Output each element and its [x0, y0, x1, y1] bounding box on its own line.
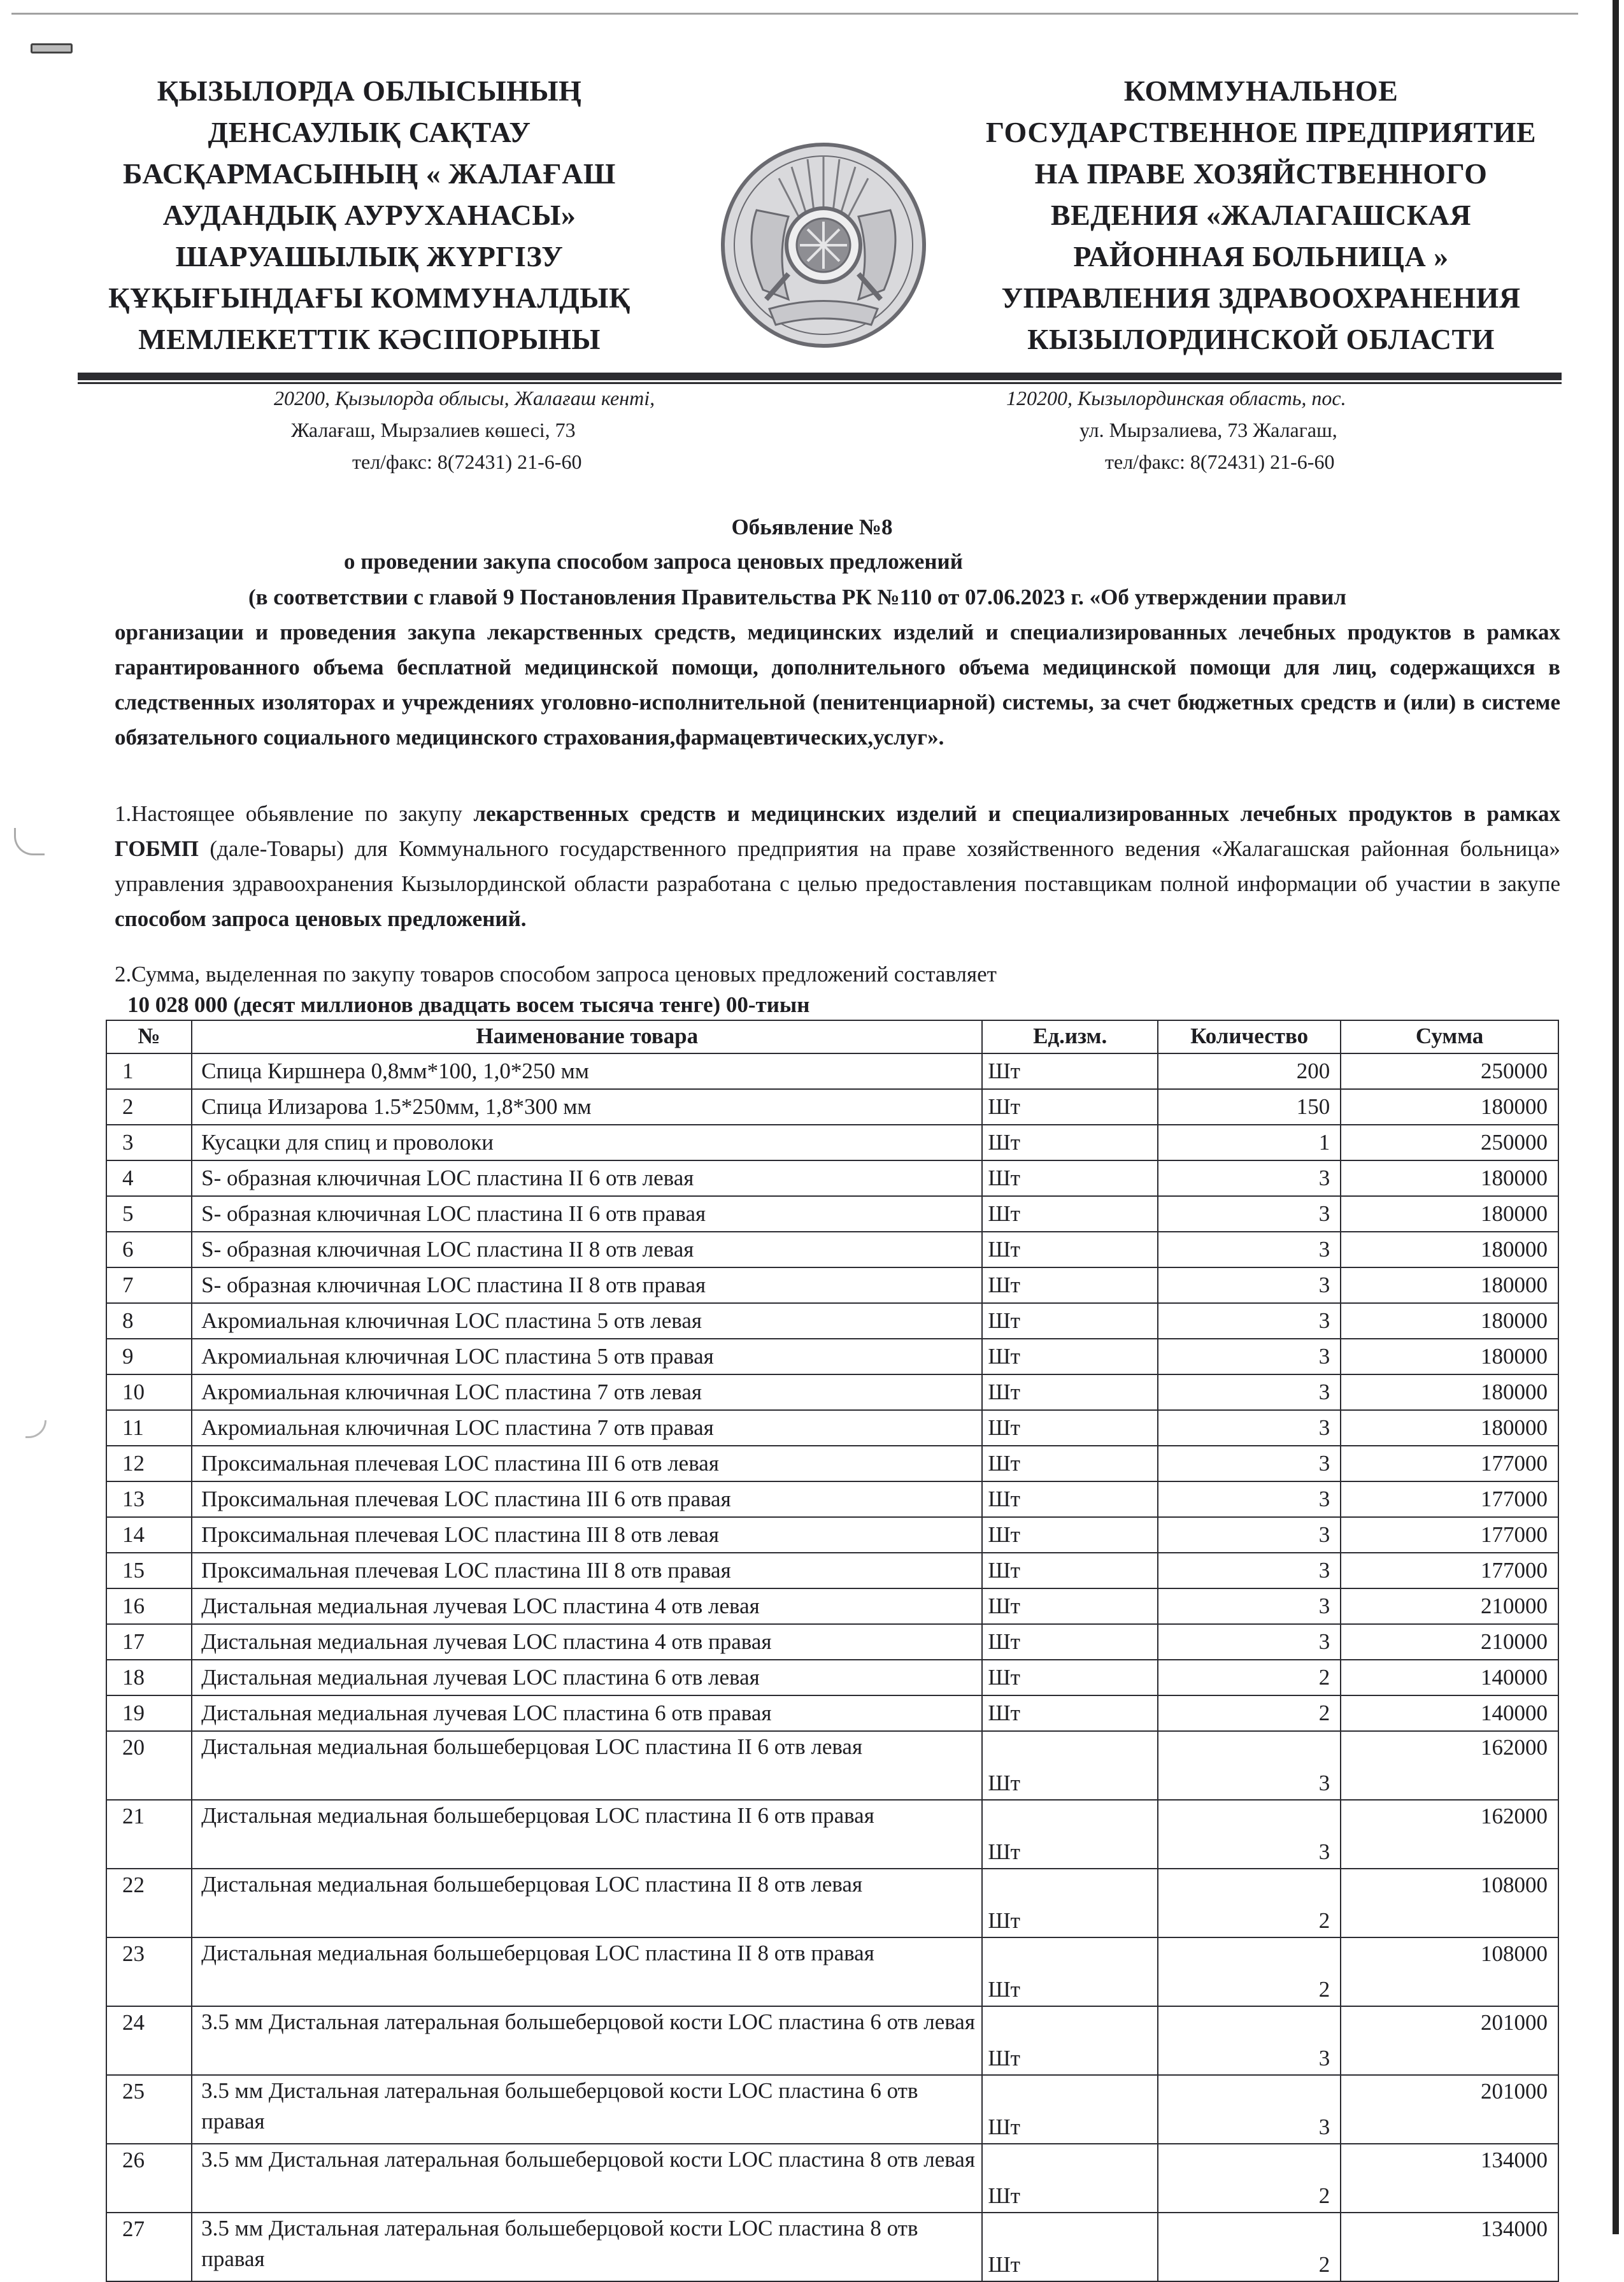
- item-quantity: 3: [1158, 1731, 1341, 1800]
- item-unit: Шт: [982, 1937, 1158, 2006]
- row-number: 24: [106, 2006, 192, 2075]
- row-number: 6: [106, 1232, 192, 1267]
- item-name: Акромиальная ключичная LOC пластина 5 отв правая: [192, 1339, 982, 1374]
- row-number: 12: [106, 1446, 192, 1481]
- item-quantity: 3: [1158, 1446, 1341, 1481]
- item-name: Дистальная медиальная лучевая LOC пластина 6 отв левая: [192, 1660, 982, 1695]
- item-name: Кусацки для спиц и проволоки: [192, 1125, 982, 1160]
- table-row: [106, 1800, 1558, 1869]
- table-row: [106, 1160, 1558, 1196]
- item-name: Спица Киршнера 0,8мм*100, 1,0*250 мм: [192, 1053, 982, 1089]
- table-row: [106, 1695, 1558, 1731]
- item-quantity: 1: [1158, 1125, 1341, 1160]
- row-number: 23: [106, 1937, 192, 2006]
- item-unit: Шт: [982, 1517, 1158, 1553]
- item-quantity: 3: [1158, 2006, 1341, 2075]
- row-number: 15: [106, 1553, 192, 1588]
- item-sum: 162000: [1341, 1731, 1558, 1800]
- letterhead-line: РАЙОННАЯ БОЛЬНИЦА »: [1073, 240, 1449, 273]
- scan-edge-line: [11, 13, 1578, 15]
- item-name: S- образная ключичная LOC пластина II 6 отв левая: [192, 1160, 982, 1196]
- row-number: 27: [106, 2213, 192, 2281]
- total-amount: 10 028 000 (десят миллионов двадцать восем тысяча тенге) 00-тиын: [127, 992, 810, 1017]
- item-unit: Шт: [982, 1588, 1158, 1624]
- row-number: 26: [106, 2144, 192, 2213]
- row-number: 1: [106, 1053, 192, 1089]
- legal-basis-paragraph: [115, 580, 1560, 755]
- item-name: Акромиальная ключичная LOC пластина 5 отв левая: [192, 1303, 982, 1339]
- item-unit: Шт: [982, 2075, 1158, 2144]
- item-unit: Шт: [982, 1553, 1158, 1588]
- item-unit: Шт: [982, 2213, 1158, 2281]
- item-sum: 134000: [1341, 2213, 1558, 2281]
- table-row: [106, 1553, 1558, 1588]
- item-unit: Шт: [982, 1731, 1158, 1800]
- address-russian: [812, 382, 1624, 478]
- letterhead-line: МЕМЛЕКЕТТІК КӘСІПОРЫНЫ: [138, 323, 601, 355]
- row-number: 14: [106, 1517, 192, 1553]
- letterhead-line: ВЕДЕНИЯ «ЖАЛАГАШСКАЯ: [1050, 199, 1472, 231]
- state-emblem-icon: [718, 140, 929, 350]
- letterhead-line: ГОСУДАРСТВЕННОЕ ПРЕДПРИЯТИЕ: [985, 116, 1537, 148]
- item-unit: Шт: [982, 1695, 1158, 1731]
- item-unit: Шт: [982, 1232, 1158, 1267]
- letterhead-line: АУДАНДЫҚ АУРУХАНАСЫ»: [162, 199, 576, 231]
- row-number: 5: [106, 1196, 192, 1232]
- item-sum: 177000: [1341, 1517, 1558, 1553]
- table-row: [106, 1660, 1558, 1695]
- item-name: 3.5 мм Дистальная латеральная большеберцовой кости LOC пластина 6 отв правая: [192, 2075, 982, 2144]
- table-row: [106, 1481, 1558, 1517]
- item-name: 3.5 мм Дистальная латеральная большеберцовой кости LOC пластина 6 отв левая: [192, 2006, 982, 2075]
- item-unit: Шт: [982, 1089, 1158, 1125]
- row-number: 7: [106, 1267, 192, 1303]
- item-sum: 108000: [1341, 1937, 1558, 2006]
- row-number: 21: [106, 1800, 192, 1869]
- item-quantity: 2: [1158, 1869, 1341, 1937]
- paragraph-1: [115, 796, 1560, 936]
- letterhead-line: ҚҰҚЫҒЫНДАҒЫ КОММУНАЛДЫҚ: [108, 282, 630, 314]
- item-name: Дистальная медиальная большеберцовая LOC пластина II 8 отв правая: [192, 1937, 982, 2006]
- item-quantity: 3: [1158, 2075, 1341, 2144]
- row-number: 2: [106, 1089, 192, 1125]
- item-unit: Шт: [982, 1660, 1158, 1695]
- table-row: [106, 1624, 1558, 1660]
- row-number: 25: [106, 2075, 192, 2144]
- item-name: Проксимальная плечевая LOC пластина III 8 отв левая: [192, 1517, 982, 1553]
- phone-fax: тел/факс: 8(72431) 21-6-60: [352, 450, 582, 473]
- phone-fax: тел/факс: 8(72431) 21-6-60: [1105, 450, 1335, 473]
- announcement-title: Обьявление №8: [731, 515, 893, 539]
- row-number: 8: [106, 1303, 192, 1339]
- column-header-unit: Ед.изм.: [982, 1020, 1158, 1053]
- item-quantity: 200: [1158, 1053, 1341, 1089]
- item-sum: 180000: [1341, 1374, 1558, 1410]
- item-sum: 201000: [1341, 2006, 1558, 2075]
- table-row: [106, 1232, 1558, 1267]
- table-row: [106, 1267, 1558, 1303]
- letterhead-line: УПРАВЛЕНИЯ ЗДРАВООХРАНЕНИЯ: [1001, 282, 1521, 314]
- address-line: 20200, Қызылорда облысы, Жалағаш кенті,: [274, 387, 655, 410]
- row-number: 18: [106, 1660, 192, 1695]
- item-quantity: 3: [1158, 1553, 1341, 1588]
- item-sum: 177000: [1341, 1481, 1558, 1517]
- item-sum: 201000: [1341, 2075, 1558, 2144]
- item-sum: 108000: [1341, 1869, 1558, 1937]
- item-quantity: 3: [1158, 1303, 1341, 1339]
- item-quantity: 3: [1158, 1410, 1341, 1446]
- row-number: 19: [106, 1695, 192, 1731]
- item-sum: 180000: [1341, 1232, 1558, 1267]
- item-unit: Шт: [982, 1339, 1158, 1374]
- letterhead-kazakh: [96, 70, 643, 360]
- item-quantity: 150: [1158, 1089, 1341, 1125]
- item-unit: Шт: [982, 1160, 1158, 1196]
- item-name: Проксимальная плечевая LOC пластина III 8 отв правая: [192, 1553, 982, 1588]
- row-number: 13: [106, 1481, 192, 1517]
- row-number: 3: [106, 1125, 192, 1160]
- item-unit: Шт: [982, 1410, 1158, 1446]
- letterhead-line: КОММУНАЛЬНОЕ: [1123, 75, 1399, 107]
- table-row: [106, 1588, 1558, 1624]
- legal-basis-first-line: (в соответствии с главой 9 Постановления Правительства РК №110 от 07.06.2023 г. «Об утверждении правил: [248, 585, 1346, 610]
- pen-check-mark: [25, 1420, 46, 1438]
- column-header-sum: Сумма: [1341, 1020, 1558, 1053]
- table-row: [106, 1125, 1558, 1160]
- item-sum: 210000: [1341, 1624, 1558, 1660]
- item-sum: 180000: [1341, 1339, 1558, 1374]
- letterhead-line: ҚЫЗЫЛОРДА ОБЛЫСЫНЫҢ: [157, 75, 582, 107]
- row-number: 16: [106, 1588, 192, 1624]
- item-sum: 180000: [1341, 1267, 1558, 1303]
- item-sum: 177000: [1341, 1553, 1558, 1588]
- item-name: Дистальная медиальная лучевая LOC пластина 4 отв левая: [192, 1588, 982, 1624]
- row-number: 10: [106, 1374, 192, 1410]
- table-row: [106, 2144, 1558, 2213]
- table-row: [106, 1446, 1558, 1481]
- item-quantity: 2: [1158, 2144, 1341, 2213]
- item-sum: 140000: [1341, 1660, 1558, 1695]
- item-sum: 177000: [1341, 1446, 1558, 1481]
- item-name: S- образная ключичная LOC пластина II 8 отв правая: [192, 1267, 982, 1303]
- item-name: Спица Илизарова 1.5*250мм, 1,8*300 мм: [192, 1089, 982, 1125]
- item-name: 3.5 мм Дистальная латеральная большеберцовой кости LOC пластина 8 отв левая: [192, 2144, 982, 2213]
- item-quantity: 3: [1158, 1481, 1341, 1517]
- item-quantity: 3: [1158, 1339, 1341, 1374]
- table-row: [106, 1517, 1558, 1553]
- item-name: S- образная ключичная LOC пластина II 8 отв левая: [192, 1232, 982, 1267]
- table-row: [106, 1937, 1558, 2006]
- item-sum: 162000: [1341, 1800, 1558, 1869]
- item-unit: Шт: [982, 1196, 1158, 1232]
- letterhead-line: БАСҚАРМАСЫНЫҢ « ЖАЛАҒАШ: [123, 157, 616, 190]
- legal-basis-rest: организации и проведения закупа лекарственных средств, медицинских изделий и специализированных лечебных продуктов в рамках гарантированного объема бесплатной медицинской помощи, дополнительного объема медицинской помощи для лиц, содержащихся в следственных изоляторах и учреждениях уголовно-исполнительной (пенитенциарной) системы, за счет бюджетных средств и (или) в системе обязательного социального медицинского страхования,фармацевтических,услуг».: [115, 620, 1560, 750]
- address-kazakh: [0, 382, 812, 478]
- item-quantity: 2: [1158, 2213, 1341, 2281]
- item-sum: 134000: [1341, 2144, 1558, 2213]
- item-sum: 180000: [1341, 1160, 1558, 1196]
- item-name: Дистальная медиальная лучевая LOC пластина 4 отв правая: [192, 1624, 982, 1660]
- row-number: 11: [106, 1410, 192, 1446]
- row-number: 20: [106, 1731, 192, 1800]
- item-quantity: 2: [1158, 1937, 1341, 2006]
- table-row: [106, 1410, 1558, 1446]
- table-row: [106, 1089, 1558, 1125]
- table-row: [106, 2006, 1558, 2075]
- item-name: Дистальная медиальная большеберцовая LOC пластина II 6 отв правая: [192, 1800, 982, 1869]
- item-unit: Шт: [982, 1303, 1158, 1339]
- letterhead-line: КЫЗЫЛОРДИНСКОЙ ОБЛАСТИ: [1027, 323, 1495, 355]
- item-unit: Шт: [982, 1267, 1158, 1303]
- item-name: Дистальная медиальная большеберцовая LOC пластина II 6 отв левая: [192, 1731, 982, 1800]
- table-row: [106, 1869, 1558, 1937]
- item-quantity: 3: [1158, 1624, 1341, 1660]
- item-name: S- образная ключичная LOC пластина II 6 отв правая: [192, 1196, 982, 1232]
- item-quantity: 2: [1158, 1660, 1341, 1695]
- letterhead-divider: [78, 373, 1562, 380]
- table-row: [106, 1303, 1558, 1339]
- item-quantity: 3: [1158, 1517, 1341, 1553]
- item-unit: Шт: [982, 1125, 1158, 1160]
- column-header-name: Наименование товара: [192, 1020, 982, 1053]
- item-quantity: 3: [1158, 1267, 1341, 1303]
- letterhead-line: ШАРУАШЫЛЫҚ ЖҮРГІЗУ: [175, 240, 564, 273]
- item-sum: 180000: [1341, 1196, 1558, 1232]
- item-unit: Шт: [982, 1053, 1158, 1089]
- row-number: 17: [106, 1624, 192, 1660]
- item-unit: Шт: [982, 1869, 1158, 1937]
- letterhead: [0, 64, 1624, 357]
- address-line: 120200, Кызылординская область, пос.: [1006, 387, 1346, 410]
- table-header-row: [106, 1020, 1558, 1053]
- item-name: Дистальная медиальная большеберцовая LOC пластина II 8 отв левая: [192, 1869, 982, 1937]
- item-sum: 140000: [1341, 1695, 1558, 1731]
- item-unit: Шт: [982, 1481, 1158, 1517]
- goods-table: [106, 1020, 1559, 2282]
- address-line: ул. Мырзалиева, 73 Жалагаш,: [1079, 418, 1337, 441]
- paragraph-1-part: 1.Настоящее обьявление по закупу: [115, 801, 474, 826]
- item-quantity: 3: [1158, 1374, 1341, 1410]
- row-number: 9: [106, 1339, 192, 1374]
- item-unit: Шт: [982, 1446, 1158, 1481]
- pen-check-mark: [14, 828, 45, 855]
- item-unit: Шт: [982, 1374, 1158, 1410]
- table-row: [106, 2075, 1558, 2144]
- column-header-number: №: [106, 1020, 192, 1053]
- item-sum: 210000: [1341, 1588, 1558, 1624]
- column-header-quantity: Количество: [1158, 1020, 1341, 1053]
- row-number: 4: [106, 1160, 192, 1196]
- item-quantity: 3: [1158, 1196, 1341, 1232]
- table-row: [106, 1374, 1558, 1410]
- item-name: 3.5 мм Дистальная латеральная большеберцовой кости LOC пластина 8 отв правая: [192, 2213, 982, 2281]
- letterhead-line: ДЕНСАУЛЫҚ САҚТАУ: [208, 116, 531, 148]
- item-unit: Шт: [982, 2144, 1158, 2213]
- letterhead-line: НА ПРАВЕ ХОЗЯЙСТВЕННОГО: [1034, 157, 1488, 190]
- item-quantity: 3: [1158, 1160, 1341, 1196]
- item-unit: Шт: [982, 2006, 1158, 2075]
- item-name: Проксимальная плечевая LOC пластина III 6 отв правая: [192, 1481, 982, 1517]
- table-row: [106, 2213, 1558, 2281]
- row-number: 22: [106, 1869, 192, 1937]
- table-row: [106, 1339, 1558, 1374]
- table-row: [106, 1196, 1558, 1232]
- paragraph-2: 2.Сумма, выделенная по закупу товаров способом запроса ценовых предложений составляет: [115, 962, 997, 987]
- item-name: Проксимальная плечевая LOC пластина III 6 отв левая: [192, 1446, 982, 1481]
- item-quantity: 2: [1158, 1695, 1341, 1731]
- letterhead-russian: [955, 70, 1567, 360]
- table-row: [106, 1053, 1558, 1089]
- item-name: Акромиальная ключичная LOC пластина 7 отв правая: [192, 1410, 982, 1446]
- item-sum: 180000: [1341, 1303, 1558, 1339]
- item-sum: 250000: [1341, 1053, 1558, 1089]
- item-name: Акромиальная ключичная LOC пластина 7 отв левая: [192, 1374, 982, 1410]
- table-body: [106, 1053, 1558, 2281]
- item-sum: 180000: [1341, 1089, 1558, 1125]
- item-name: Дистальная медиальная лучевая LOC пластина 6 отв правая: [192, 1695, 982, 1731]
- paragraph-1-part: (дале-Товары) для Коммунального государственного предприятия на праве хозяйственного ведения «Жалагашская районная больница» управления здравоохранения Кызылординской области разработана с целью предоставления поставщикам полной информации об участии в закупе: [115, 836, 1560, 896]
- staple-mark: [31, 43, 73, 53]
- item-unit: Шт: [982, 1624, 1158, 1660]
- item-unit: Шт: [982, 1800, 1158, 1869]
- item-quantity: 3: [1158, 1800, 1341, 1869]
- table-row: [106, 1731, 1558, 1800]
- announcement-subtitle: о проведении закупа способом запроса ценовых предложений: [344, 549, 963, 574]
- item-sum: 250000: [1341, 1125, 1558, 1160]
- paragraph-1-bold: лекарственных средств и медицинских изделий и специализированных лечебных продуктов в рамках ГОБМП: [115, 801, 1561, 861]
- item-quantity: 3: [1158, 1588, 1341, 1624]
- address-line: Жалағаш, Мырзалиев көшесі, 73: [291, 418, 576, 441]
- paragraph-1-bold: способом запроса ценовых предложений.: [115, 906, 527, 931]
- item-quantity: 3: [1158, 1232, 1341, 1267]
- item-sum: 180000: [1341, 1410, 1558, 1446]
